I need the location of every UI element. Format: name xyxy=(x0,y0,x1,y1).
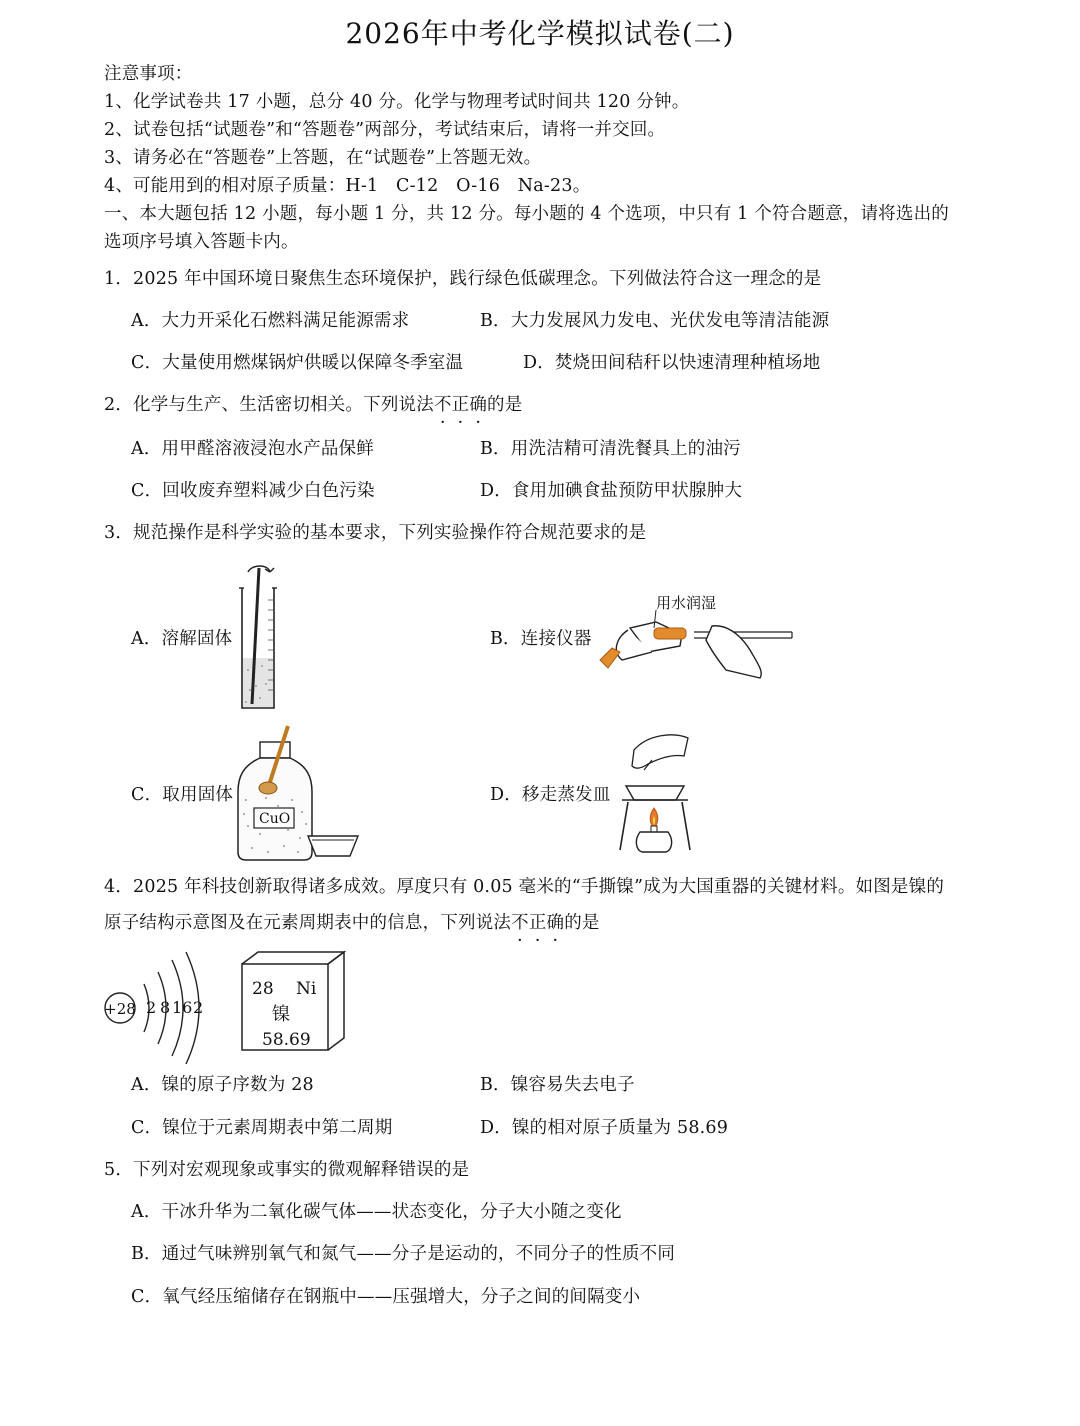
bottle-label: CuO xyxy=(259,811,291,827)
q4-option-a: A．镍的原子序数为 28 xyxy=(131,1075,314,1095)
q4-stem-line-1: 4．2025 年科技创新取得诸多成效。厚度只有 0.05 毫米的“手撕镍”成为大国重器的关键材料。如图是镍的 xyxy=(104,877,945,897)
nickel-atom-structure-diagram xyxy=(100,950,212,1068)
q2-stem-pre: 2．化学与生产、生活密切相关。下列说法 xyxy=(104,395,434,415)
q3-option-d: D．移走蒸发皿 xyxy=(490,785,611,805)
q1-option-d: D．焚烧田间秸秆以快速清理种植场地 xyxy=(523,353,821,373)
figure-annotation: 用水润湿 xyxy=(656,594,717,612)
element-symbol: Ni xyxy=(296,979,317,999)
q5-option-a: A．干冰升华为二氧化碳气体——状态变化，分子大小随之变化 xyxy=(131,1202,622,1222)
emphasis-char: 正 xyxy=(451,395,470,415)
q4-option-b: B．镍容易失去电子 xyxy=(480,1075,635,1095)
section-instruction-line-2: 选项序号填入答题卡内。 xyxy=(104,232,299,252)
q2-option-d: D．食用加碘食盐预防甲状腺肿大 xyxy=(480,481,743,501)
q2-option-a: A．用甲醛溶液浸泡水产品保鲜 xyxy=(131,439,374,459)
q4-option-d: D．镍的相对原子质量为 58.69 xyxy=(480,1118,729,1138)
q1-option-c: C．大量使用燃煤锅炉供暖以保障冬季室温 xyxy=(131,353,464,373)
q4-stem-post: 的是 xyxy=(564,913,600,933)
q5-option-b: B．通过气味辨别氧气和氮气——分子是运动的，不同分子的性质不同 xyxy=(131,1244,676,1264)
q5-option-c: C．氧气经压缩储存在钢瓶中——压强增大，分子之间的间隔变小 xyxy=(131,1287,641,1307)
emphasis-char: 正 xyxy=(528,913,547,933)
q4-stem-line-2 xyxy=(104,911,600,935)
q4-stem-pre: 原子结构示意图及在元素周期表中的信息，下列说法 xyxy=(104,913,512,933)
q1-option-b: B．大力发展风力发电、光伏发电等清洁能源 xyxy=(480,311,830,331)
element-name: 镍 xyxy=(272,1004,290,1025)
q2-option-b: B．用洗洁精可清洗餐具上的油污 xyxy=(480,439,741,459)
notice-item: 1、化学试卷共 17 小题，总分 40 分。化学与物理考试时间共 120 分钟。 xyxy=(104,92,690,112)
evaporating-dish-figure xyxy=(614,730,696,858)
connect-apparatus-figure xyxy=(594,590,799,682)
notice-item: 2、试卷包括“试题卷”和“答题卷”两部分，考试结束后，请将一并交回。 xyxy=(104,120,666,140)
q2-stem-post: 的是 xyxy=(487,395,523,415)
notice-heading: 注意事项： xyxy=(104,64,193,84)
q3-option-a: A．溶解固体 xyxy=(131,629,233,649)
notice-item: 4、可能用到的相对原子质量：H-1 C-12 O-16 Na-23。 xyxy=(104,176,591,196)
q2-option-c: C．回收废弃塑料减少白色污染 xyxy=(131,481,375,501)
emphasis-char: 不 xyxy=(511,913,529,933)
shell-electrons: 2 xyxy=(193,998,204,1017)
q1-option-a: A．大力开采化石燃料满足能源需求 xyxy=(131,311,410,331)
reagent-bottle-figure xyxy=(232,722,360,864)
q4-option-c: C．镍位于元素周期表中第二周期 xyxy=(131,1118,393,1138)
q3-option-c: C．取用固体 xyxy=(131,785,234,805)
emphasis-char: 确 xyxy=(469,395,488,415)
emphasis-char: 确 xyxy=(546,913,565,933)
shell-electrons: 2 xyxy=(146,998,157,1017)
notice-item: 3、请务必在“答题卷”上答题，在“试题卷”上答题无效。 xyxy=(104,148,542,168)
emphasis-char: 不 xyxy=(433,395,452,415)
q2-stem xyxy=(104,393,522,417)
beaker-stirring-figure xyxy=(232,560,284,712)
section-instruction-line-1: 一、本大题包括 12 小题，每小题 1 分，共 12 分。每小题的 4 个选项，中只有 1 个符合题意，请将选出的 xyxy=(104,204,949,224)
shell-electrons: 16 xyxy=(172,998,193,1017)
atomic-number: 28 xyxy=(252,979,274,999)
nickel-element-cell xyxy=(238,950,350,1056)
nucleus-charge: +28 xyxy=(104,1000,136,1018)
q5-stem: 5．下列对宏观现象或事实的微观解释错误的是 xyxy=(104,1160,470,1180)
q1-stem: 1．2025 年中国环境日聚焦生态环境保护，践行绿色低碳理念。下列做法符合这一理念的是 xyxy=(104,269,822,289)
q3-option-b: B．连接仪器 xyxy=(490,629,592,649)
q3-stem: 3．规范操作是科学实验的基本要求，下列实验操作符合规范要求的是 xyxy=(104,523,647,543)
atomic-mass: 58.69 xyxy=(262,1030,311,1050)
page-title: 2026年中考化学模拟试卷(二) xyxy=(345,17,735,50)
shell-electrons: 8 xyxy=(160,998,171,1017)
